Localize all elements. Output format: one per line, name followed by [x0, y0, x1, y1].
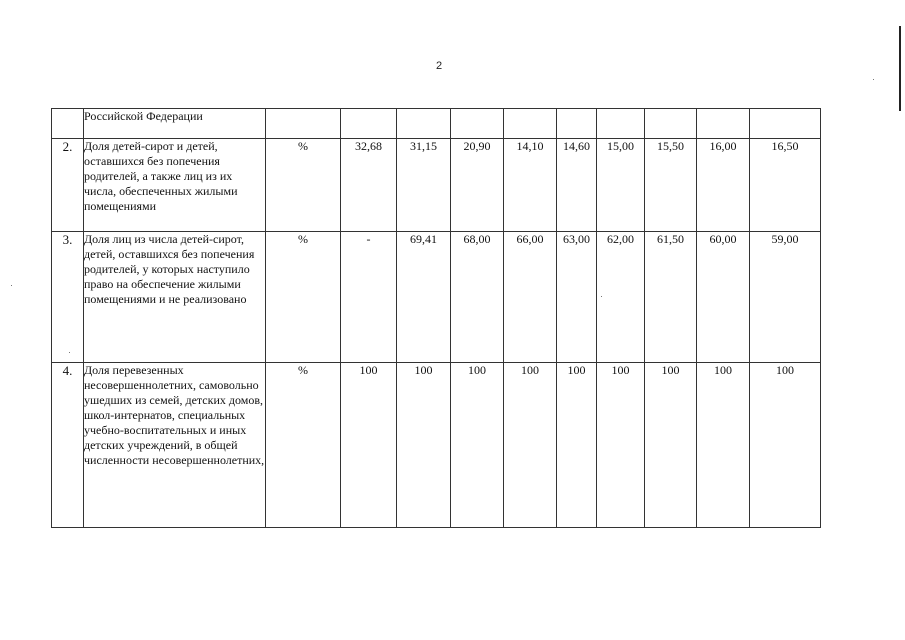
table-row: [52, 363, 821, 528]
table-row-continuation: [52, 109, 821, 139]
table-cell-index: 3.: [52, 232, 84, 363]
table-cell-name: Доля лиц из числа детей-сирот, детей, оставшихся без попечения родителей, у которых наступило право на обеспечение жилыми помещениями и не реализовано: [84, 232, 266, 363]
table-cell-value: [557, 109, 597, 139]
table-cell-name: Доля детей-сирот и детей, оставшихся без попечения родителей, а также лиц из их числа, обеспеченных жилыми помещениями: [84, 139, 266, 232]
table-cell-unit: %: [266, 232, 341, 363]
table-cell-index: 2.: [52, 139, 84, 232]
table-cell-value: 62,00: [597, 232, 645, 363]
table-cell-value: 68,00: [451, 232, 504, 363]
table-cell-value: 100: [597, 363, 645, 528]
table-cell-index: 4.: [52, 363, 84, 528]
table-cell-value: 69,41: [397, 232, 451, 363]
scan-edge-mark: [899, 26, 901, 111]
table-cell-value: 31,15: [397, 139, 451, 232]
table-cell-index: [52, 109, 84, 139]
table-cell-name: Российской Федерации: [84, 109, 266, 139]
table-cell-value: 20,90: [451, 139, 504, 232]
table-row: [52, 139, 821, 232]
table-row: [52, 232, 821, 363]
table-cell-value: -: [341, 232, 397, 363]
table-cell-value: 61,50: [645, 232, 697, 363]
table-cell-value: 15,50: [645, 139, 697, 232]
table-cell-value: 63,00: [557, 232, 597, 363]
table-cell-value: 100: [341, 363, 397, 528]
table-cell-value: 100: [697, 363, 750, 528]
table-cell-value: 100: [750, 363, 821, 528]
table-cell-value: [341, 109, 397, 139]
table-cell-value: [397, 109, 451, 139]
table-cell-value: [697, 109, 750, 139]
scan-speck: [873, 79, 874, 80]
page-number: 2: [436, 60, 443, 72]
table-cell-unit: %: [266, 363, 341, 528]
table-cell-value: 14,60: [557, 139, 597, 232]
table-cell-value: 15,00: [597, 139, 645, 232]
table-cell-unit: [266, 109, 341, 139]
table-cell-value: [504, 109, 557, 139]
scan-speck: [11, 285, 12, 286]
table-cell-value: 100: [645, 363, 697, 528]
table-cell-value: [451, 109, 504, 139]
table-cell-value: [750, 109, 821, 139]
indicators-table: [51, 108, 821, 528]
table-cell-value: 59,00: [750, 232, 821, 363]
table-cell-value: [645, 109, 697, 139]
table-cell-value: 32,68: [341, 139, 397, 232]
table-cell-value: 14,10: [504, 139, 557, 232]
table-cell-value: [597, 109, 645, 139]
table-cell-name: Доля перевезенных несовершеннолетних, самовольно ушедших из семей, детских домов, школ-интернатов, специальных учебно-воспитательных и иных детских учреждений, в общей численности несовершеннолетних,: [84, 363, 266, 528]
table-cell-value: 16,00: [697, 139, 750, 232]
table-cell-unit: %: [266, 139, 341, 232]
table-cell-value: 16,50: [750, 139, 821, 232]
table-cell-value: 60,00: [697, 232, 750, 363]
table-cell-value: 100: [451, 363, 504, 528]
table-cell-value: 66,00: [504, 232, 557, 363]
table-cell-value: 100: [557, 363, 597, 528]
table-cell-value: 100: [504, 363, 557, 528]
table-cell-value: 100: [397, 363, 451, 528]
